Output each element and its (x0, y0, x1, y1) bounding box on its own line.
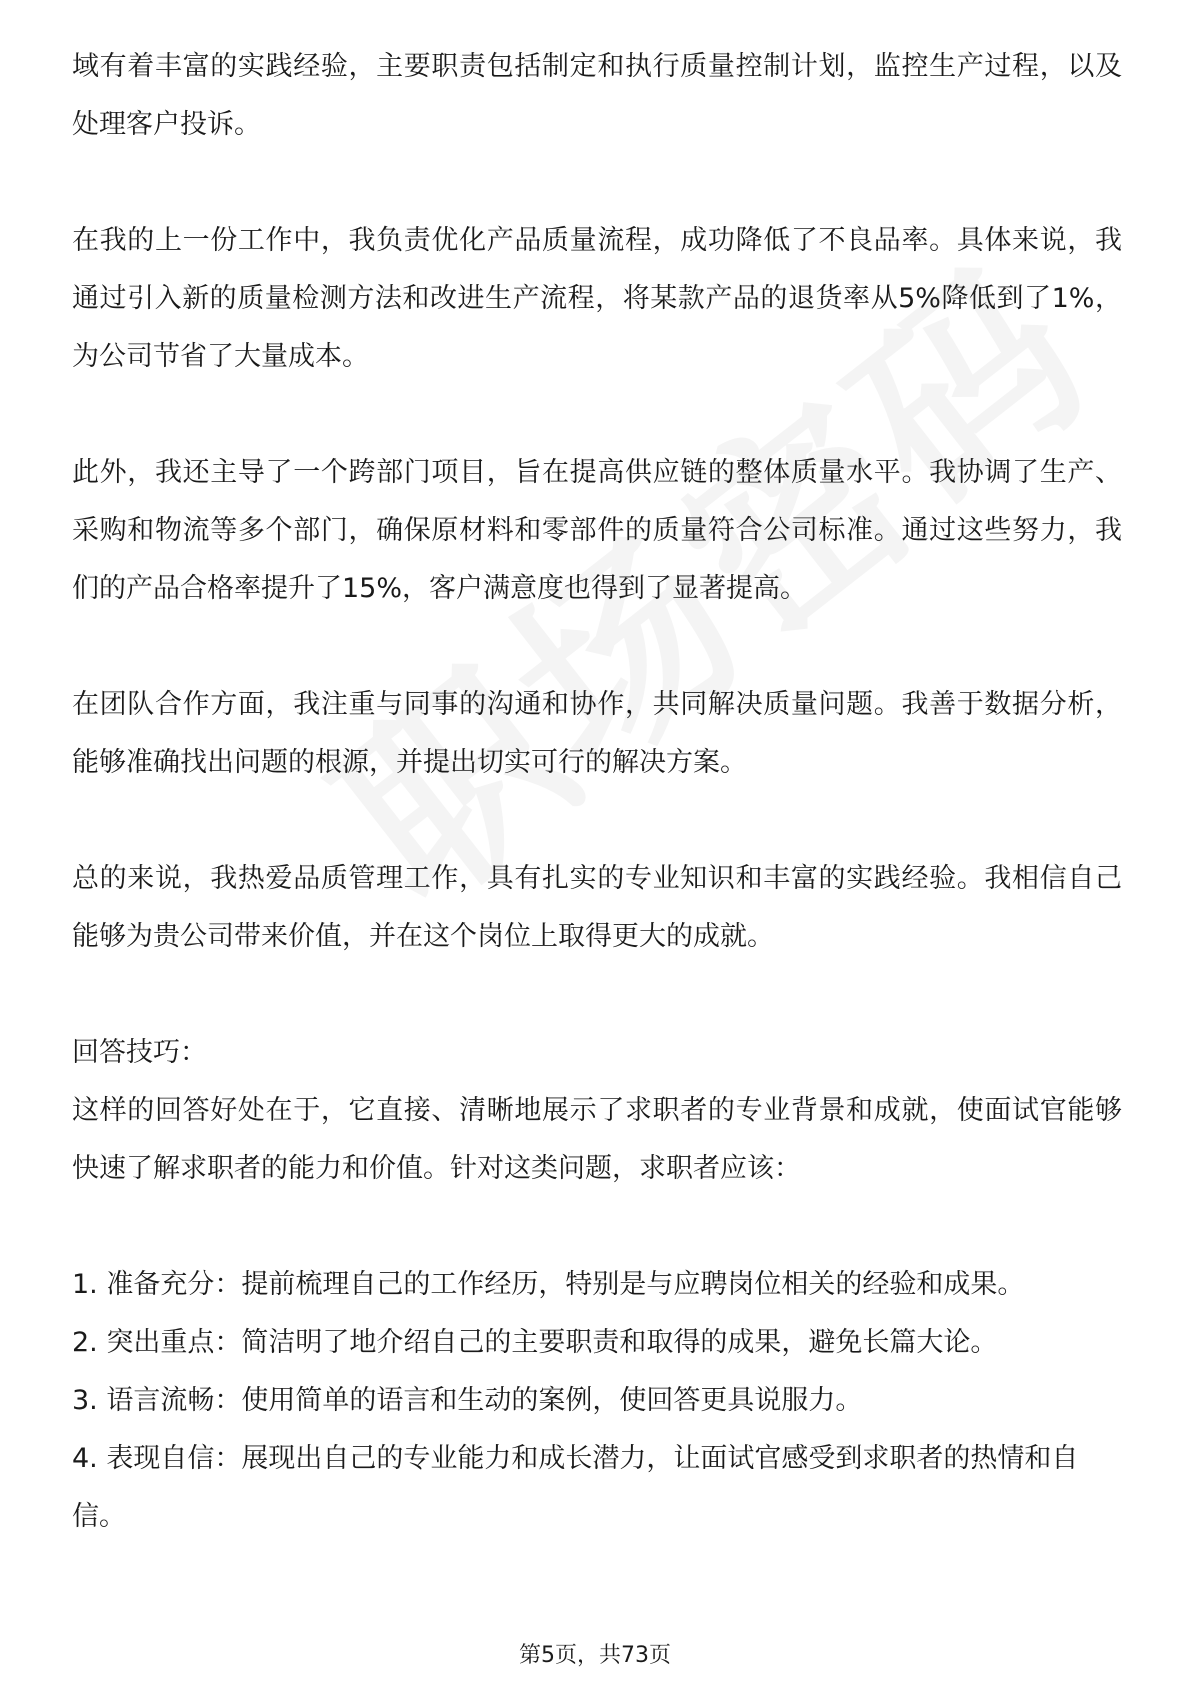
paragraph-summary: 总的来说，我热爱品质管理工作，具有扎实的专业知识和丰富的实践经验。我相信自己能够为贵公司带来价值，并在这个岗位上取得更大的成就。 (72, 863, 1122, 952)
paragraph-previous-job: 在我的上一份工作中，我负责优化产品质量流程，成功降低了不良品率。具体来说，我通过引入新的质量检测方法和改进生产流程，将某款产品的退货率从5%降低到了1%，为公司节省了大量成本。 (72, 225, 1122, 372)
document-body (72, 38, 1122, 1546)
paragraph-teamwork: 在团队合作方面，我注重与同事的沟通和协作，共同解决质量问题。我善于数据分析，能够准确找出问题的根源，并提出切实可行的解决方案。 (72, 689, 1122, 778)
tips-heading: 回答技巧： (72, 1037, 207, 1068)
tips-list-item: 2. 突出重点：简洁明了地介绍自己的主要职责和取得的成果，避免长篇大论。 (72, 1327, 998, 1358)
tips-list-item: 1. 准备充分：提前梳理自己的工作经历，特别是与应聘岗位相关的经验和成果。 (72, 1269, 1025, 1300)
tips-list-item: 4. 表现自信：展现出自己的专业能力和成长潜力，让面试官感受到求职者的热情和自信。 (72, 1443, 1079, 1532)
tips-list-item: 3. 语言流畅：使用简单的语言和生动的案例，使回答更具说服力。 (72, 1385, 863, 1416)
paragraph-experience-intro: 域有着丰富的实践经验，主要职责包括制定和执行质量控制计划，监控生产过程，以及处理客户投诉。 (72, 51, 1122, 140)
tips-intro: 这样的回答好处在于，它直接、清晰地展示了求职者的专业背景和成就，使面试官能够快速了解求职者的能力和价值。针对这类问题，求职者应该： (72, 1095, 1122, 1184)
paragraph-cross-department: 此外，我还主导了一个跨部门项目，旨在提高供应链的整体质量水平。我协调了生产、采购和物流等多个部门，确保原材料和零部件的质量符合公司标准。通过这些努力，我们的产品合格率提升了15%，客户满意度也得到了显著提高。 (72, 457, 1122, 604)
page-number: 第5页，共73页 (519, 1643, 671, 1668)
